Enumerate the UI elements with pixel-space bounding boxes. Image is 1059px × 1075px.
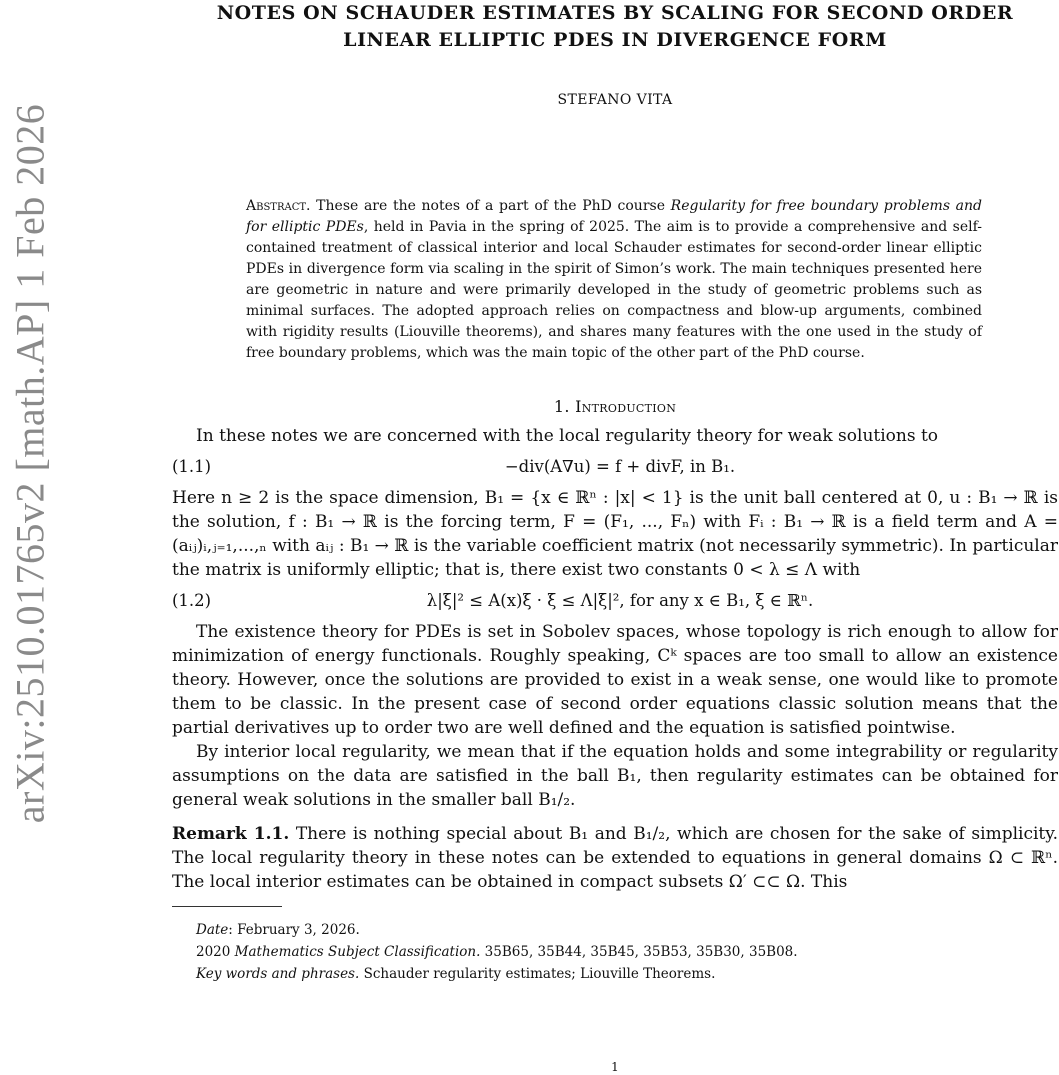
- equation-1-2: [172, 587, 1058, 615]
- abstract-course-title: Regularity for free boundary problems and for elliptic PDEs: [246, 198, 982, 235]
- footnote-rule: [172, 906, 282, 907]
- section-title: Introduction: [575, 397, 677, 416]
- abstract-text-1: These are the notes of a part of the PhD course: [310, 198, 671, 214]
- abstract-text-2: , held in Pavia in the spring of 2025. The aim is to provide a comprehensive and self-contained treatment of classical interior and local Schauder estimates for second-order linear elliptic PDEs in divergence form via scaling in the spirit of Simon’s work. The main techniques presented here are geometric in nature and were primarily developed in the study of geometric problems such as minimal surfaces. The adopted approach relies on compactness and blow-up arguments, combined with rigidity results (Liouville theorems), and shares many features with the one used in the study of free boundary problems, which was the main topic of the other part of the PhD course.: [246, 219, 982, 361]
- date-label: Date: [196, 922, 229, 938]
- body-text: [172, 424, 1058, 894]
- paper-page: [172, 0, 1058, 1074]
- keywords-value: Schauder regularity estimates; Liouville Theorems.: [359, 966, 716, 982]
- page-number: 1: [611, 1060, 619, 1074]
- equation-label: (1.2): [172, 591, 212, 610]
- footnotes: [172, 919, 1058, 985]
- equation-label: (1.1): [172, 457, 212, 476]
- footnote-msc: [196, 941, 1058, 963]
- existence-paragraph: The existence theory for PDEs is set in Sobolev spaces, whose topology is rich enough to allow for minimization of energy functionals. Roughly speaking, Cᵏ spaces are too small to allow an existence theory. However, once the solutions are provided to exist in a weak sense, one would like to promote them to be classic. In the present case of second order equations classic solution means that the partial derivatives up to order two are well defined and the equation is satisfied pointwise.: [172, 622, 1058, 738]
- paper-author: STEFANO VITA: [557, 92, 673, 108]
- abstract: [246, 196, 982, 364]
- msc-year: 2020: [196, 944, 235, 960]
- arxiv-identifier-stamp: arXiv:2510.01765v2 [math.AP] 1 Feb 2026: [7, 103, 53, 824]
- footnote-keywords: [196, 963, 1058, 985]
- interior-regularity-paragraph: By interior local regularity, we mean that if the equation holds and some integrability or regularity assumptions on the data are satisfied in the ball B₁, then regularity estimates can be obtained for general weak solutions in the smaller ball B₁/₂.: [172, 742, 1058, 810]
- remark-heading: Remark 1.1.: [172, 824, 290, 844]
- remark-1-1: [172, 822, 1058, 894]
- equation-content: λ|ξ|² ≤ A(x)ξ · ξ ≤ Λ|ξ|², for any x ∈ B₁, ξ ∈ ℝⁿ.: [426, 591, 814, 610]
- msc-label: Mathematics Subject Classification.: [234, 944, 481, 960]
- date-value: : February 3, 2026.: [228, 922, 360, 938]
- equation-1-1: [172, 453, 1058, 481]
- section-number: 1.: [553, 397, 570, 416]
- intro-paragraph: In these notes we are concerned with the local regularity theory for weak solutions to: [196, 426, 939, 446]
- definitions-paragraph: Here n ≥ 2 is the space dimension, B₁ = {x ∈ ℝⁿ : |x| < 1} is the unit ball centered at 0, u : B₁ → ℝ is the solution, f : B₁ → ℝ is the forcing term, F = (F₁, ..., Fₙ) with Fᵢ : B₁ → ℝ is a field term and A = (aᵢⱼ)ᵢ,ⱼ₌₁,...,ₙ with aᵢⱼ : B₁ → ℝ is the variable coefficient matrix (not necessarily symmetric). In particular the matrix is uniformly elliptic; that is, there exist two constants 0 < λ ≤ Λ with: [172, 488, 1058, 580]
- paper-title: NOTES ON SCHAUDER ESTIMATES BY SCALING FOR SECOND ORDER LINEAR ELLIPTIC PDES IN DIVERGENCE FORM: [216, 2, 1014, 51]
- section-heading: [172, 397, 1058, 416]
- remark-text: There is nothing special about B₁ and B₁/₂, which are chosen for the sake of simplicity. The local regularity theory in these notes can be extended to equations in general domains Ω ⊂ ℝⁿ. The local interior estimates can be obtained in compact subsets Ω′ ⊂⊂ Ω. This: [172, 824, 1058, 892]
- footnote-date: [196, 919, 1058, 941]
- abstract-lead: Abstract.: [246, 198, 311, 214]
- equation-content: −div(A∇u) = f + divF, in B₁.: [504, 457, 736, 476]
- keywords-label: Key words and phrases.: [196, 966, 360, 982]
- msc-codes: 35B65, 35B44, 35B45, 35B53, 35B30, 35B08.: [480, 944, 798, 960]
